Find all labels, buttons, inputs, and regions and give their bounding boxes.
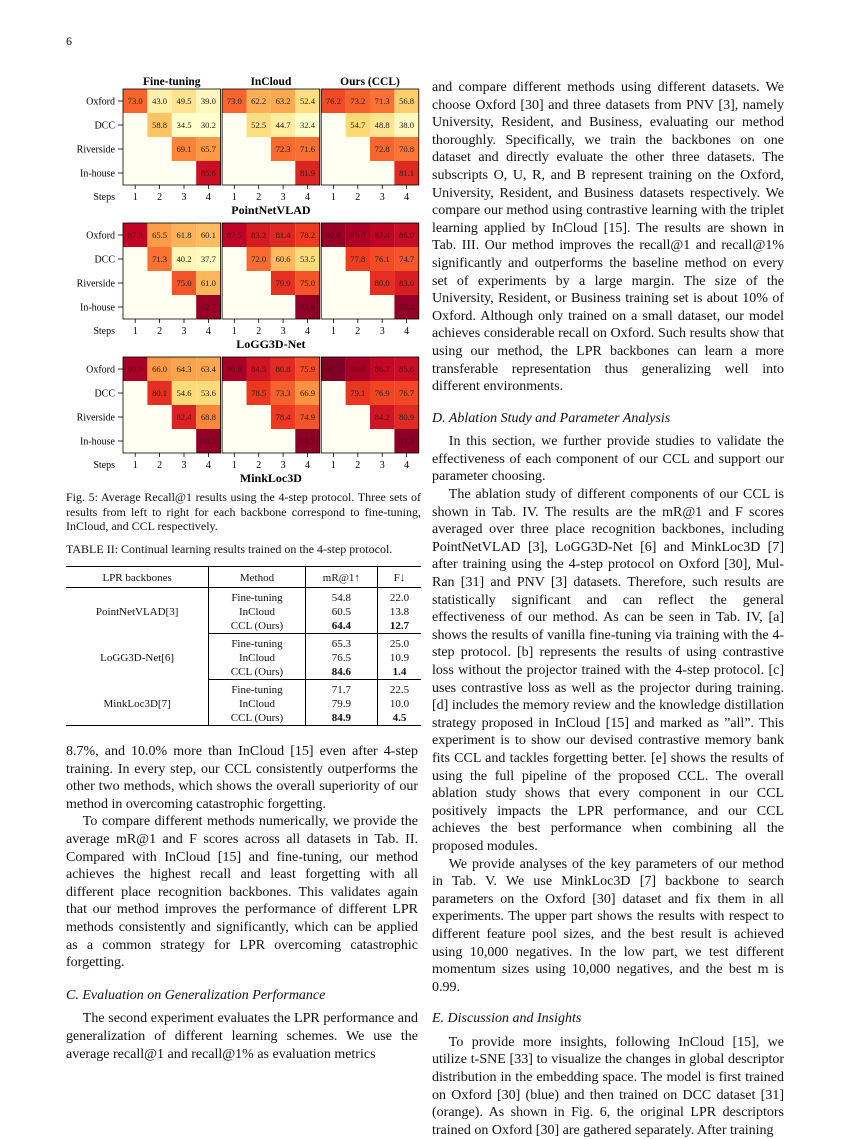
cell-value: 94.3 — [399, 436, 415, 447]
cell-value: 93.4 — [399, 302, 415, 313]
f-cell: 25.0 — [389, 638, 410, 650]
mr-cell: 79.9 — [305, 697, 377, 711]
step-tick-label: 4 — [305, 326, 310, 337]
cell-value: 77.8 — [350, 254, 366, 265]
cell-value: 90.6 — [350, 364, 366, 375]
row-label: Riverside — [76, 278, 115, 290]
f-cell: 10.9 — [389, 652, 410, 664]
step-tick-label: 3 — [280, 460, 286, 471]
step-tick-label: 3 — [379, 192, 385, 203]
col-header-backbone: LPR backbones — [66, 567, 209, 588]
cell-value: 44.7 — [275, 120, 291, 131]
f-cell: 13.8 — [389, 606, 410, 618]
cell-value: 78.2 — [299, 230, 316, 241]
row-label: Oxford — [86, 96, 115, 108]
cell-value: 49.5 — [176, 96, 192, 107]
step-tick-label: 4 — [404, 326, 410, 337]
step-tick-label: 1 — [132, 326, 138, 337]
table-row — [66, 634, 421, 652]
step-tick-label: 2 — [355, 192, 361, 203]
backbone-title: LoGG3D-Net — [236, 337, 306, 351]
cell-value: 86.7 — [374, 364, 390, 375]
step-tick-label: 4 — [205, 326, 211, 337]
f-cell: 12.7 — [377, 619, 421, 634]
x-axis-label: Steps — [93, 192, 115, 203]
table-row — [66, 680, 421, 698]
row-label: DCC — [94, 120, 115, 132]
step-tick-label: 1 — [330, 460, 336, 471]
cell-value: 73.0 — [127, 96, 143, 107]
method-cell: Fine-tuning — [209, 588, 305, 606]
paragraph: The second experiment evaluates the LPR performance and generalization of different learning schemes. We use the average recall@1 and recall@1% as evaluation metrics — [66, 1011, 418, 1062]
step-tick-label: 1 — [132, 192, 138, 203]
cell-value: 58.8 — [152, 120, 168, 131]
cell-value: 80.0 — [374, 278, 390, 289]
row-label: DCC — [94, 388, 115, 400]
cell-value: 75.0 — [176, 278, 192, 289]
cell-value: 85.6 — [399, 364, 415, 375]
cell-value: 66.0 — [152, 364, 168, 375]
cell-value: 90.8 — [226, 364, 242, 375]
page-number: 6 — [66, 34, 72, 48]
paragraph: To compare different methods numerically, we provide the average mR@1 and F scores across all datasets in Tab. II. Compared with InCloud [15] and fine-tuning, our method achieves the highest recall and least forgetting with all different place recognition backbones. This validates again that our method improves the performance of different LPR methods consistently and significantly, which can be applied as a common strategy for LPR overcoming catastrophic forgetting. — [66, 814, 418, 971]
mr-cell: 84.6 — [305, 665, 377, 680]
cell-value: 39.0 — [200, 96, 216, 107]
mr-cell: 60.5 — [305, 605, 377, 619]
row-label: In-house — [80, 168, 115, 180]
cell-value: 82.4 — [176, 412, 192, 423]
step-tick-label: 2 — [355, 460, 361, 471]
cell-value: 74.7 — [399, 254, 415, 265]
method-cell: InCloud — [209, 697, 305, 711]
section-heading: E. Discussion and Insights — [432, 1011, 582, 1027]
cell-value: 32.4 — [299, 120, 316, 131]
cell-value: 81.1 — [399, 168, 415, 179]
cell-value: 93.5 — [200, 436, 216, 447]
method-cell: CCL (Ours) — [209, 711, 305, 726]
cell-value: 61.8 — [176, 230, 192, 241]
paragraph: 8.7%, and 10.0% more than InCloud [15] even after 4-step training. In every step, our CCL consistently outperforms the other two methods, which shows the overall superiority of our method in overcoming catastrophic forgetting. — [66, 744, 418, 812]
paragraph: We provide analyses of the key parameters of our method in Tab. V. We use MinkLoc3D [7] backbone to search parameters on the Oxford [30] dataset and fix them in all experiments. The upper part shows the results with respect to different feature pool sizes, and the best result is achieved using 10,000 negatives. In the low part, we test different momentum sizes using 10,000 negatives, and the best m is 0.99. — [432, 856, 784, 995]
mr-cell: 84.9 — [305, 711, 377, 726]
cell-value: 38.0 — [399, 120, 415, 131]
f-cell: 4.5 — [392, 712, 407, 724]
cell-value: 40.2 — [176, 254, 192, 265]
method-title: InCloud — [250, 76, 292, 88]
step-tick-label: 3 — [181, 460, 187, 471]
cell-value: 83.0 — [399, 278, 415, 289]
step-tick-label: 1 — [330, 192, 336, 203]
heatmap-svg — [66, 72, 426, 492]
cell-value: 90.8 — [127, 364, 143, 375]
cell-value: 92.8 — [325, 230, 341, 241]
cell-value: 66.9 — [299, 388, 316, 399]
step-tick-label: 1 — [132, 460, 138, 471]
cell-value: 70.8 — [399, 144, 415, 155]
step-tick-label: 1 — [330, 326, 336, 337]
row-label: Oxford — [86, 230, 115, 242]
cell-value: 81.9 — [299, 168, 316, 179]
cell-value: 54.7 — [350, 120, 366, 131]
step-tick-label: 1 — [231, 192, 237, 203]
cell-value: 76.7 — [399, 388, 415, 399]
f-cell: 22.0 — [389, 592, 410, 604]
cell-value: 87.3 — [127, 230, 143, 241]
cell-value: 72.0 — [251, 254, 267, 265]
cell-value: 72.3 — [275, 144, 291, 155]
cell-value: 56.8 — [399, 96, 415, 107]
step-tick-label: 3 — [280, 326, 286, 337]
cell-value: 63.4 — [200, 364, 216, 375]
cell-value: 65.5 — [152, 230, 168, 241]
cell-value: 83.2 — [251, 230, 267, 241]
x-axis-label: Steps — [93, 326, 115, 337]
mr-cell: 64.4 — [305, 619, 377, 634]
row-label: In-house — [80, 436, 115, 448]
step-tick-label: 2 — [157, 460, 163, 471]
cell-value: 90.0 — [350, 230, 366, 241]
row-label: Oxford — [86, 364, 115, 376]
cell-value: 68.8 — [200, 412, 216, 423]
backbone-cell: PointNetVLAD[3] — [66, 588, 209, 634]
col-header-f: F↓ — [377, 567, 421, 588]
cell-value: 79.9 — [275, 278, 291, 289]
cell-value: 84.5 — [251, 364, 267, 375]
cell-value: 60.1 — [200, 230, 216, 241]
step-tick-label: 4 — [404, 460, 410, 471]
cell-value: 65.7 — [200, 144, 216, 155]
cell-value: 30.2 — [200, 120, 216, 131]
cell-value: 72.8 — [374, 144, 390, 155]
cell-value: 78.4 — [275, 412, 291, 423]
cell-value: 71.3 — [152, 254, 168, 265]
cell-value: 86.0 — [399, 230, 415, 241]
cell-value: 76.9 — [374, 388, 390, 399]
x-axis-label: Steps — [93, 460, 115, 471]
method-cell: InCloud — [209, 605, 305, 619]
cell-value: 52.5 — [251, 120, 267, 131]
section-heading: D. Ablation Study and Parameter Analysis — [432, 410, 671, 426]
step-tick-label: 2 — [157, 192, 163, 203]
backbone-cell: MinkLoc3D[7] — [66, 680, 209, 726]
cell-value: 74.9 — [299, 412, 316, 423]
method-cell: CCL (Ours) — [209, 619, 305, 634]
cell-value: 85.6 — [200, 168, 216, 179]
f-cell: 22.5 — [389, 684, 410, 696]
mr-cell: 76.5 — [305, 651, 377, 665]
cell-value: 76.2 — [325, 96, 341, 107]
cell-value: 60.6 — [275, 254, 291, 265]
section-heading: C. Evaluation on Generalization Performance — [66, 987, 326, 1003]
cell-value: 80.9 — [399, 412, 415, 423]
method-cell: Fine-tuning — [209, 634, 305, 652]
cell-value: 53.5 — [299, 254, 316, 265]
f-cell: 1.4 — [377, 665, 421, 680]
mr-cell: 71.7 — [305, 680, 377, 698]
step-tick-label: 4 — [205, 460, 211, 471]
results-table — [66, 566, 421, 726]
step-tick-label: 4 — [404, 192, 410, 203]
cell-value: 95.7 — [325, 364, 341, 375]
cell-value: 92.7 — [200, 302, 216, 313]
cell-value: 78.5 — [251, 388, 267, 399]
paragraph: and compare different methods using different datasets. We choose Oxford [30] and three datasets from PNV [3], namely University, Resident, and Business, evaluating our method thoroughly. Specifically, we train the backbones on one dataset and directly evaluate the other three datasets. The subscripts O, U, R, and B represent training on the Oxford, University, Resident, and Business datasets respectively. We compare our method using contrastive learning with the triplet learning applied by InCloud [15]. The results are shown in Tab. III. Our method improves the recall@1 and recall@1% significantly and outperforms the baseline method on every set of experiments by a large margin. The size of the University, Resident, or Business training set is about 10% of Oxford. Although only trained on a small dataset, our model achieves considerable recall on Oxford. Such results show that using our method, the LPR backbones can learn a more transferable representation thus generalizing well into different environments. — [432, 80, 784, 395]
step-tick-label: 3 — [379, 460, 385, 471]
table-header-row — [66, 567, 421, 588]
cell-value: 37.7 — [200, 254, 216, 265]
step-tick-label: 4 — [305, 192, 310, 203]
cell-value: 63.2 — [275, 96, 291, 107]
cell-value: 87.4 — [374, 230, 390, 241]
cell-value: 75.9 — [299, 364, 316, 375]
paragraph: To provide more insights, following InCloud [15], we utilize t-SNE [33] to visualize the changes in global descriptor distribution in the embedding space. The model is first trained on Oxford [30] (blue) and then trained on DCC dataset [31] (orange). As shown in Fig. 6, the original LPR descriptors trained on Oxford [30] are gathered separately. After training — [432, 1034, 784, 1138]
paragraph: The ablation study of different components of our CCL is shown in Tab. IV. The results are the mR@1 and F scores averaged over three place recognition backbones, including PointNetVLAD [3], LoGG3D-Net [6] and MinkLoc3D [7] after training using the 4-step protocol on Oxford [30], Mul-Ran [31] and PNV [3] datasets. Therefore, such results are statistically significant and can reflect the general effectiveness of our method. As can be seen in Tab. IV, [a] shows the results of vanilla fine-tuning via training with the 4-step protocol. [b] represents the results of using contrastive loss without the projector trained with the 4-step protocol. [c] uses contrastive loss as well as the projector during training. [d] includes the memory review and the knowledge distillation strategy proposed in InCloud [15] and marked as ”all”. This experiment is to show our devised contrastive memory bank fits CCL and tackles forgetting better. [e] shows the results of using the full pipeline of the proposed CCL. The overall ablation study shows that every component in our CCL positively impacts the LPR performance, and our CCL achieves the best performance when combining all the proposed modules. — [432, 487, 784, 854]
step-tick-label: 4 — [305, 460, 310, 471]
cell-value: 62.2 — [251, 96, 267, 107]
row-label: Riverside — [76, 412, 115, 424]
step-tick-label: 2 — [355, 326, 361, 337]
right-column-text — [432, 79, 784, 1139]
step-tick-label: 1 — [231, 460, 237, 471]
cell-value: 69.1 — [176, 144, 192, 155]
method-cell: CCL (Ours) — [209, 665, 305, 680]
method-cell: InCloud — [209, 651, 305, 665]
cell-value: 52.4 — [299, 96, 316, 107]
col-header-method: Method — [209, 567, 305, 588]
cell-value: 79.1 — [350, 388, 366, 399]
backbone-cell: LoGG3D-Net[6] — [66, 634, 209, 680]
cell-value: 53.6 — [200, 388, 216, 399]
cell-value: 84.2 — [374, 412, 390, 423]
step-tick-label: 1 — [231, 326, 237, 337]
cell-value: 73.2 — [350, 96, 366, 107]
cell-value: 71.3 — [374, 96, 390, 107]
cell-value: 43.0 — [152, 96, 168, 107]
cell-value: 87.5 — [226, 230, 242, 241]
heatmap-figure — [66, 72, 426, 492]
cell-value: 71.6 — [299, 144, 316, 155]
cell-value: 93.6 — [299, 302, 316, 313]
cell-value: 80.1 — [152, 388, 168, 399]
step-tick-label: 2 — [256, 326, 262, 337]
step-tick-label: 3 — [181, 326, 187, 337]
backbone-title: MinkLoc3D — [239, 471, 302, 485]
step-tick-label: 3 — [280, 192, 286, 203]
f-cell: 10.0 — [389, 698, 410, 710]
cell-value: 73.0 — [226, 96, 242, 107]
step-tick-label: 2 — [157, 326, 163, 337]
cell-value: 80.8 — [275, 364, 291, 375]
method-cell: Fine-tuning — [209, 680, 305, 698]
row-label: DCC — [94, 254, 115, 266]
cell-value: 48.8 — [374, 120, 390, 131]
cell-value: 54.6 — [176, 388, 192, 399]
cell-value: 61.0 — [200, 278, 216, 289]
step-tick-label: 2 — [256, 192, 262, 203]
step-tick-label: 2 — [256, 460, 262, 471]
cell-value: 94.2 — [299, 436, 316, 447]
method-title: Ours (CCL) — [340, 76, 400, 88]
cell-value: 76.1 — [374, 254, 390, 265]
backbone-title: PointNetVLAD — [231, 203, 311, 217]
cell-value: 75.0 — [299, 278, 316, 289]
step-tick-label: 3 — [379, 326, 385, 337]
col-header-mr: mR@1↑ — [305, 567, 377, 588]
mr-cell: 54.8 — [305, 588, 377, 606]
cell-value: 73.3 — [275, 388, 291, 399]
table-title: TABLE II: Continual learning results trained on the 4-step protocol. — [66, 542, 393, 556]
table-row — [66, 588, 421, 606]
step-tick-label: 4 — [205, 192, 211, 203]
step-tick-label: 3 — [181, 192, 187, 203]
row-label: In-house — [80, 302, 115, 314]
paragraph: In this section, we further provide studies to validate the effectiveness of each component of our CCL and support our parameter choosing. — [432, 434, 784, 485]
cell-value: 34.5 — [176, 120, 192, 131]
cell-value: 64.3 — [176, 364, 192, 375]
mr-cell: 65.3 — [305, 634, 377, 652]
figure-caption: Fig. 5: Average Recall@1 results using the 4-step protocol. Three sets of results from left to right for each backbone correspond to fine-tuning, InCloud, and CCL respectively. — [66, 490, 421, 533]
cell-value: 81.4 — [275, 230, 291, 241]
row-label: Riverside — [76, 144, 115, 156]
left-column-text — [66, 743, 418, 1063]
method-title: Fine-tuning — [143, 76, 201, 88]
